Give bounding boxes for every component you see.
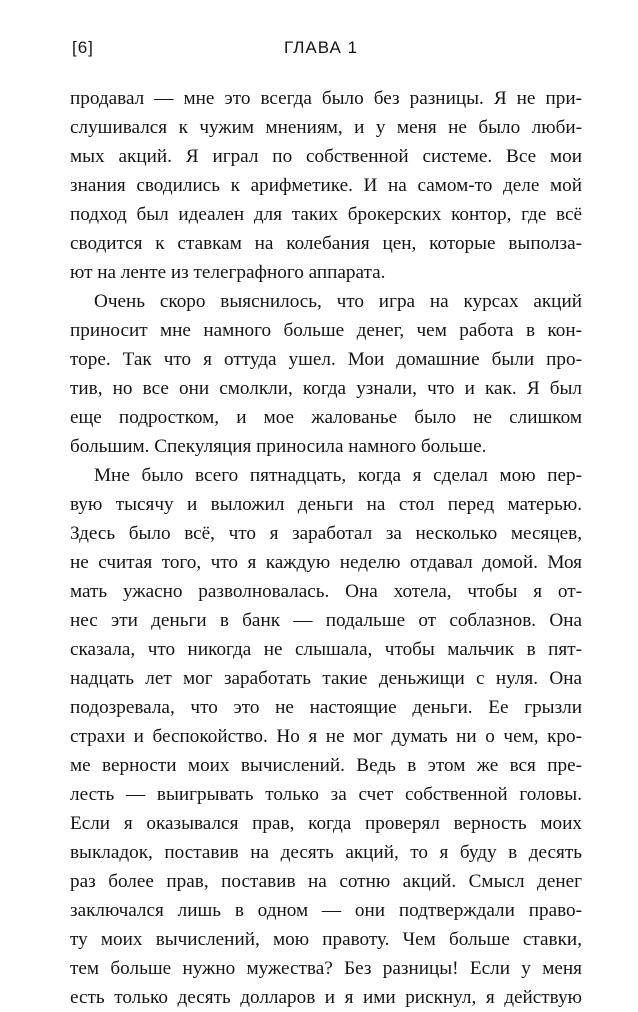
text-line: нес эти деньги в банк — подальше от соблазнов. Она xyxy=(70,610,582,631)
text-line: слушивался к чужим мнениям, и у меня не было люби- xyxy=(70,117,582,138)
text-line: Здесь было всё, что я заработал за несколько месяцев, xyxy=(70,523,582,544)
text-line: ют на ленте из телеграфного аппарата. xyxy=(70,262,386,283)
text-line: ту моих вычислений, мою правоту. Чем больше ставки, xyxy=(70,929,582,950)
text-line: мых акций. Я играл по собственной системе. Все мои xyxy=(70,146,582,167)
text-line: есть только десять долларов и я ими рискнул, я действую xyxy=(70,987,582,1008)
text-line: приносит мне намного больше денег, чем работа в кон- xyxy=(70,320,582,341)
text-line: надцать лет мог заработать такие деньжищи с нуля. Она xyxy=(70,668,582,689)
text-line: еще подростком, и мое жалованье было не слишком xyxy=(70,407,582,428)
paragraph-first-line: Мне было всего пятнадцать, когда я сделал мою пер- xyxy=(94,465,582,486)
text-line: тив, но все они смолкли, когда узнали, что и как. Я был xyxy=(70,378,582,399)
text-line: лесть — выигрывать только за счет собственной головы. xyxy=(70,784,582,805)
text-line: ме верности моих вычислений. Ведь в этом же вся пре- xyxy=(70,755,582,776)
text-line: Если я оказывался прав, когда проверял верность моих xyxy=(70,813,582,834)
text-line: заключался лишь в одном — они подтверждали право- xyxy=(70,900,582,921)
text-line: подозревала, что это не настоящие деньги. Ее грызли xyxy=(70,697,582,718)
text-line: сказала, что никогда не слышала, чтобы мальчик в пят- xyxy=(70,639,582,660)
text-line: знания сводились к арифметике. И на самом-то деле мой xyxy=(70,175,582,196)
text-line: не считая того, что я каждую неделю отдавал домой. Моя xyxy=(70,552,582,573)
text-line: мать ужасно разволновалась. Она хотела, чтобы я от- xyxy=(70,581,582,602)
body-text xyxy=(70,84,582,1012)
text-line: раз более прав, поставив на сотню акций. Смысл денег xyxy=(70,871,582,892)
page-number: [6] xyxy=(72,38,94,57)
page-header xyxy=(72,38,582,62)
text-line: страхи и беспокойство. Но я не мог думать ни о чем, кро- xyxy=(70,726,582,747)
text-line: большим. Спекуляция приносила намного больше. xyxy=(70,436,487,457)
text-line: продавал — мне это всегда было без разницы. Я не при- xyxy=(70,88,582,109)
text-line: торе. Так что я оттуда ушел. Мои домашние были про- xyxy=(70,349,582,370)
chapter-running-head: ГЛАВА 1 xyxy=(284,38,359,57)
text-line: подход был идеален для таких брокерских контор, где всё xyxy=(70,204,582,225)
text-line: тем больше нужно мужества? Без разницы! Если у меня xyxy=(70,958,582,979)
paragraph-first-line: Очень скоро выяснилось, что игра на курсах акций xyxy=(94,291,582,312)
text-line: вую тысячу и выложил деньги на стол перед матерью. xyxy=(70,494,582,515)
text-line: сводится к ставкам на колебания цен, которые выполза- xyxy=(70,233,582,254)
text-line: выкладок, поставив на десять акций, то я буду в десять xyxy=(70,842,582,863)
